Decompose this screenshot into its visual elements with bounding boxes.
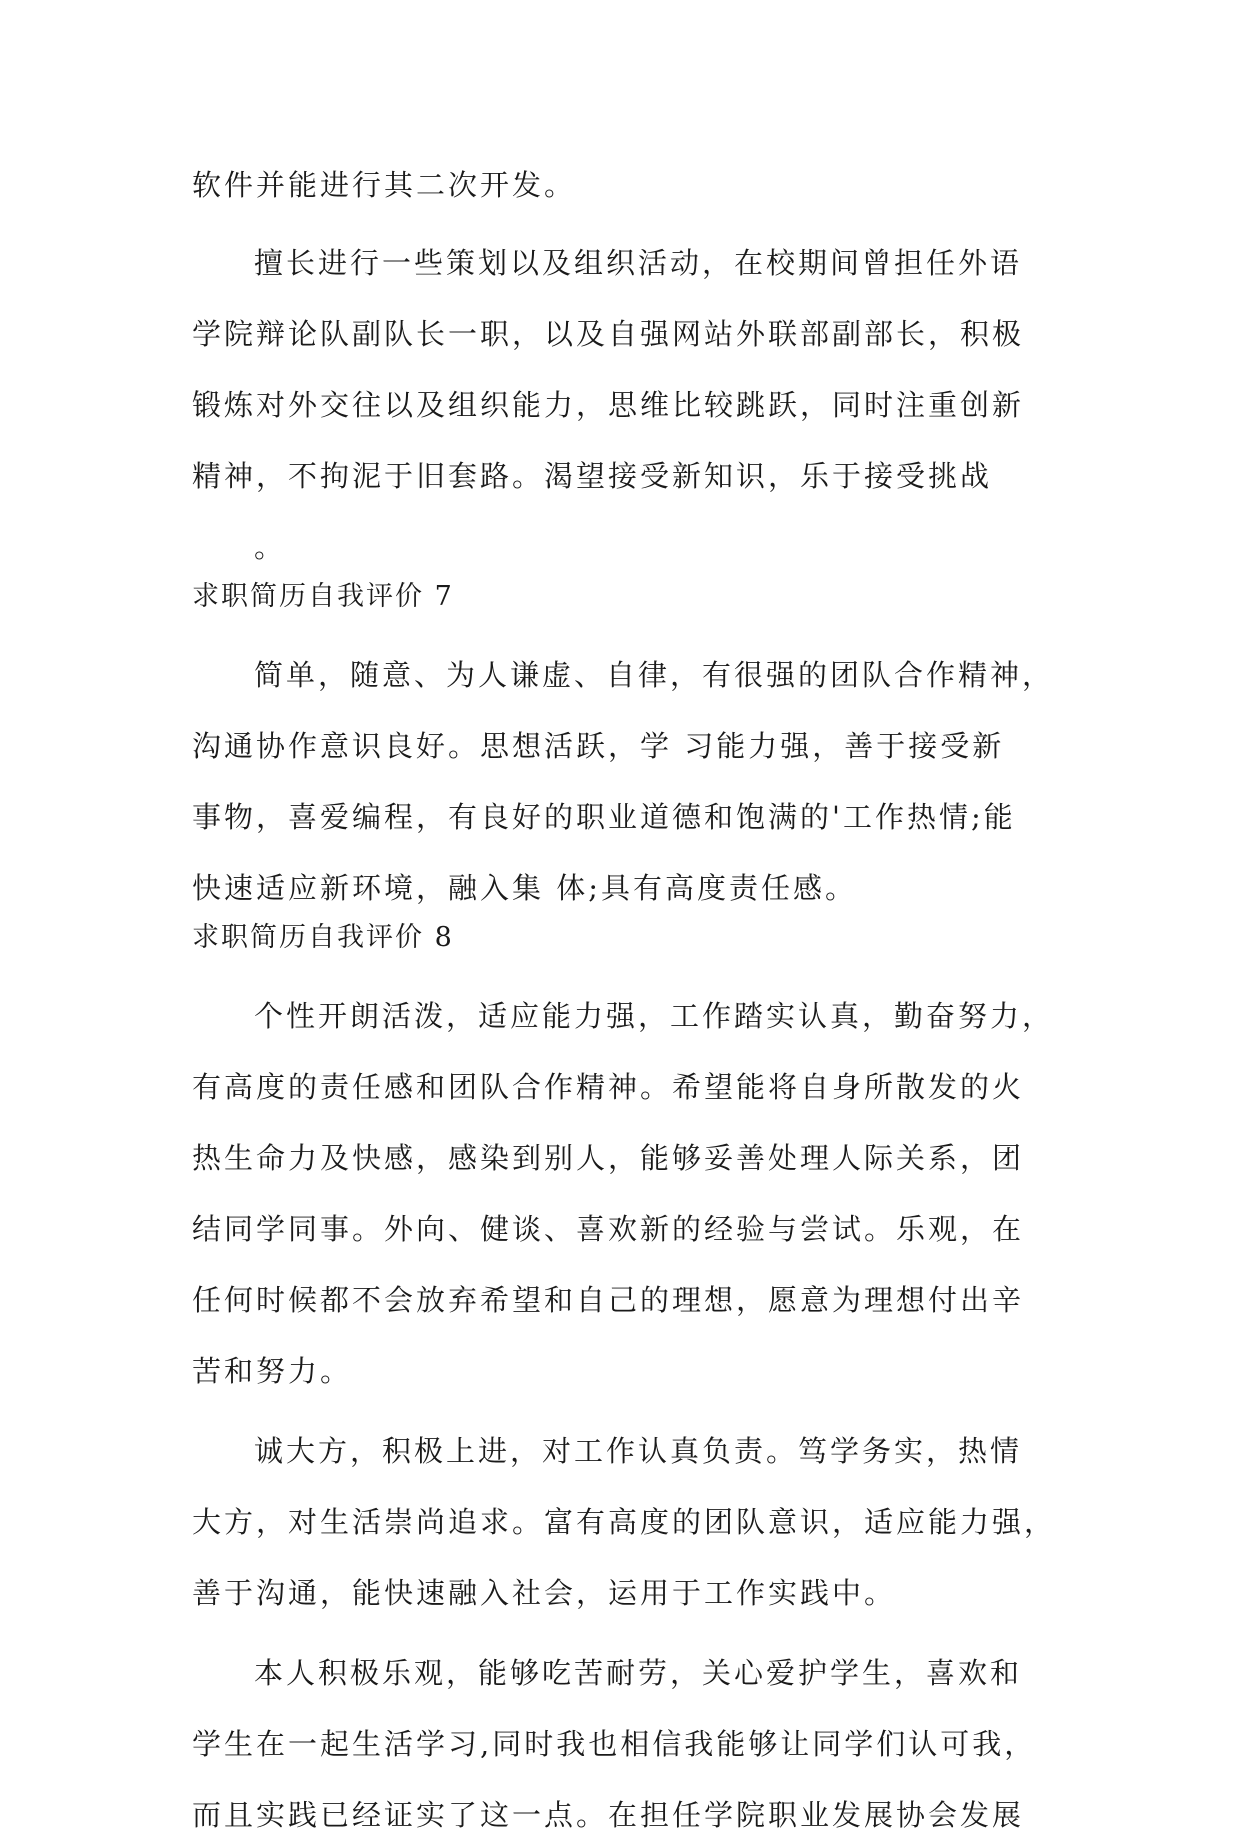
text-line: 诚大方，积极上进，对工作认真负责。笃学务实，热情 [254, 1434, 1023, 1468]
text-line: 。 [254, 530, 287, 564]
text-line: 精神，不拘泥于旧套路。渴望接受新知识，乐于接受挑战 [192, 459, 993, 493]
text-line: 善于沟通，能快速融入社会，运用于工作实践中。 [192, 1576, 897, 1610]
text-line: 事物，喜爱编程，有良好的职业道德和饱满的'工作热情;能 [192, 800, 1016, 834]
section-heading: 求职简历自我评价 8 [192, 922, 454, 953]
text-line: 学院辩论队副队长一职，以及自强网站外联部副部长，积极 [192, 317, 1025, 351]
text-line: 苦和努力。 [192, 1354, 353, 1388]
text-line: 而且实践已经证实了这一点。在担任学院职业发展协会发展 [192, 1798, 1025, 1832]
text-line: 锻炼对外交往以及组织能力，思维比较跳跃，同时注重创新 [192, 388, 1025, 422]
text-line: 擅长进行一些策划以及组织活动，在校期间曾担任外语 [254, 246, 1023, 280]
text-line: 个性开朗活泼，适应能力强，工作踏实认真，勤奋努力， [254, 999, 1055, 1033]
document-page [192, 160, 1057, 1840]
text-line: 热生命力及快感，感染到别人，能够妥善处理人际关系，团 [192, 1141, 1025, 1175]
text-line: 结同学同事。外向、健谈、喜欢新的经验与尝试。乐观，在 [192, 1212, 1025, 1246]
text-line: 快速适应新环境，融入集 体;具有高度责任感。 [192, 871, 857, 905]
section-heading: 求职简历自我评价 7 [192, 581, 454, 612]
text-line: 本人积极乐观，能够吃苦耐劳，关心爱护学生，喜欢和 [254, 1656, 1023, 1690]
text-line: 简单，随意、为人谦虚、自律，有很强的团队合作精神， [254, 658, 1055, 692]
text-line: 软件并能进行其二次开发。 [192, 168, 577, 202]
text-line: 大方，对生活崇尚追求。富有高度的团队意识，适应能力强， [192, 1505, 1057, 1539]
text-line: 沟通协作意识良好。思想活跃，学 习能力强，善于接受新 [192, 729, 1005, 763]
text-line: 学生在一起生活学习,同时我也相信我能够让同学们认可我， [192, 1727, 1037, 1761]
text-line: 任何时候都不会放弃希望和自己的理想，愿意为理想付出辛 [192, 1283, 1025, 1317]
text-line: 有高度的责任感和团队合作精神。希望能将自身所散发的火 [192, 1070, 1025, 1104]
